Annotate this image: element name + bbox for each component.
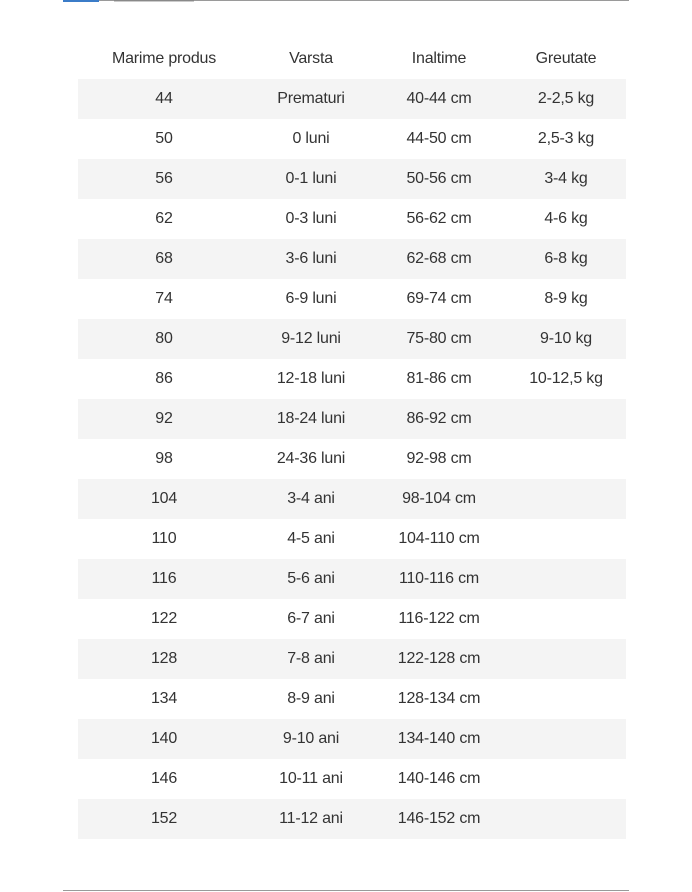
cell-size: 74	[155, 290, 173, 307]
cell-height: 56-62 cm	[406, 210, 472, 227]
cell-height: 134-140 cm	[397, 730, 481, 747]
cell-weight	[506, 639, 626, 679]
cell-size: 152	[150, 810, 178, 827]
table-header-row	[78, 39, 626, 79]
cell-age: 4-5 ani	[287, 530, 335, 547]
table-row	[78, 719, 626, 759]
cell-size: 98	[155, 450, 173, 467]
cell-weight	[506, 439, 626, 479]
table-row	[78, 439, 626, 479]
table-row	[78, 599, 626, 639]
cell-age: 18-24 luni	[276, 410, 346, 427]
size-chart-table	[78, 39, 626, 839]
cell-age: 8-9 ani	[287, 690, 335, 707]
cell-age: 12-18 luni	[276, 370, 346, 387]
cell-age: 6-7 ani	[287, 610, 335, 627]
table-row	[78, 519, 626, 559]
table-row	[78, 399, 626, 439]
cell-size: 92	[155, 410, 173, 427]
cell-size: 86	[155, 370, 173, 387]
cell-age: 11-12 ani	[279, 810, 343, 827]
cell-age: 9-12 luni	[281, 330, 341, 347]
cell-age: 3-4 ani	[287, 490, 335, 507]
cell-height: 140-146 cm	[397, 770, 481, 787]
cell-size: 62	[155, 210, 173, 227]
table-row	[78, 559, 626, 599]
cell-weight: 8-9 kg	[544, 290, 588, 307]
header-height: Inaltime	[411, 50, 467, 67]
cell-height: 62-68 cm	[406, 250, 472, 267]
cell-weight: 6-8 kg	[544, 250, 588, 267]
cell-height: 75-80 cm	[406, 330, 472, 347]
header-age: Varsta	[289, 50, 333, 67]
cell-weight	[506, 479, 626, 519]
table-body	[78, 79, 626, 839]
active-tab-indicator	[63, 0, 99, 2]
cell-age: Prematuri	[277, 90, 345, 107]
cell-size: 110	[151, 530, 177, 547]
cell-age: 0-3 luni	[285, 210, 337, 227]
cell-weight	[506, 799, 626, 839]
cell-size: 80	[155, 330, 173, 347]
cell-height: 128-134 cm	[397, 690, 481, 707]
cell-size: 68	[155, 250, 173, 267]
cell-size: 104	[150, 490, 178, 507]
cell-age: 10-11 ani	[279, 770, 343, 787]
cell-weight: 3-4 kg	[544, 170, 588, 187]
cell-weight	[506, 719, 626, 759]
cell-size: 122	[150, 610, 178, 627]
cell-height: 50-56 cm	[406, 170, 472, 187]
cell-size: 146	[150, 770, 178, 787]
cell-height: 40-44 cm	[406, 90, 472, 107]
cell-height: 98-104 cm	[402, 490, 476, 507]
cell-age: 9-10 ani	[282, 730, 340, 747]
cell-weight	[506, 679, 626, 719]
table-row	[78, 479, 626, 519]
cell-age: 7-8 ani	[287, 650, 335, 667]
cell-size: 50	[155, 130, 173, 147]
header-size: Marime produs	[111, 50, 217, 67]
cell-size: 44	[155, 90, 173, 107]
cell-size: 134	[150, 690, 178, 707]
cell-height: 86-92 cm	[406, 410, 472, 427]
table-row	[78, 239, 626, 279]
table-row	[78, 679, 626, 719]
cell-weight	[506, 559, 626, 599]
cell-weight	[506, 759, 626, 799]
table-row	[78, 319, 626, 359]
table-row	[78, 159, 626, 199]
tab-strip-fragment	[114, 0, 194, 2]
cell-weight	[506, 599, 626, 639]
table-row	[78, 639, 626, 679]
cell-weight	[506, 399, 626, 439]
cell-height: 44-50 cm	[406, 130, 472, 147]
cell-weight: 10-12,5 kg	[529, 370, 603, 387]
table-row	[78, 759, 626, 799]
cell-age: 3-6 luni	[285, 250, 337, 267]
cell-weight	[506, 519, 626, 559]
cell-height: 146-152 cm	[397, 810, 481, 827]
cell-weight: 2-2,5 kg	[537, 90, 595, 107]
cell-size: 128	[150, 650, 178, 667]
cell-age: 6-9 luni	[285, 290, 337, 307]
cell-weight: 9-10 kg	[540, 330, 592, 347]
cell-weight: 2,5-3 kg	[537, 130, 595, 147]
cell-size: 140	[150, 730, 178, 747]
cell-height: 104-110 cm	[398, 530, 480, 547]
cell-height: 81-86 cm	[406, 370, 472, 387]
cell-height: 69-74 cm	[406, 290, 472, 307]
table-row	[78, 119, 626, 159]
cell-age: 0 luni	[292, 130, 330, 147]
table-row	[78, 79, 626, 119]
table-row	[78, 279, 626, 319]
header-weight: Greutate	[535, 50, 597, 67]
cell-height: 122-128 cm	[397, 650, 481, 667]
cell-height: 110-116 cm	[398, 570, 480, 587]
cell-height: 92-98 cm	[406, 450, 472, 467]
cell-size: 116	[151, 570, 177, 587]
cell-age: 24-36 luni	[276, 450, 346, 467]
table-row	[78, 359, 626, 399]
cell-height: 116-122 cm	[398, 610, 480, 627]
table-row	[78, 799, 626, 839]
table-row	[78, 199, 626, 239]
bottom-divider	[63, 890, 629, 891]
cell-age: 5-6 ani	[287, 570, 335, 587]
cell-age: 0-1 luni	[285, 170, 337, 187]
cell-weight: 4-6 kg	[544, 210, 588, 227]
cell-size: 56	[155, 170, 173, 187]
